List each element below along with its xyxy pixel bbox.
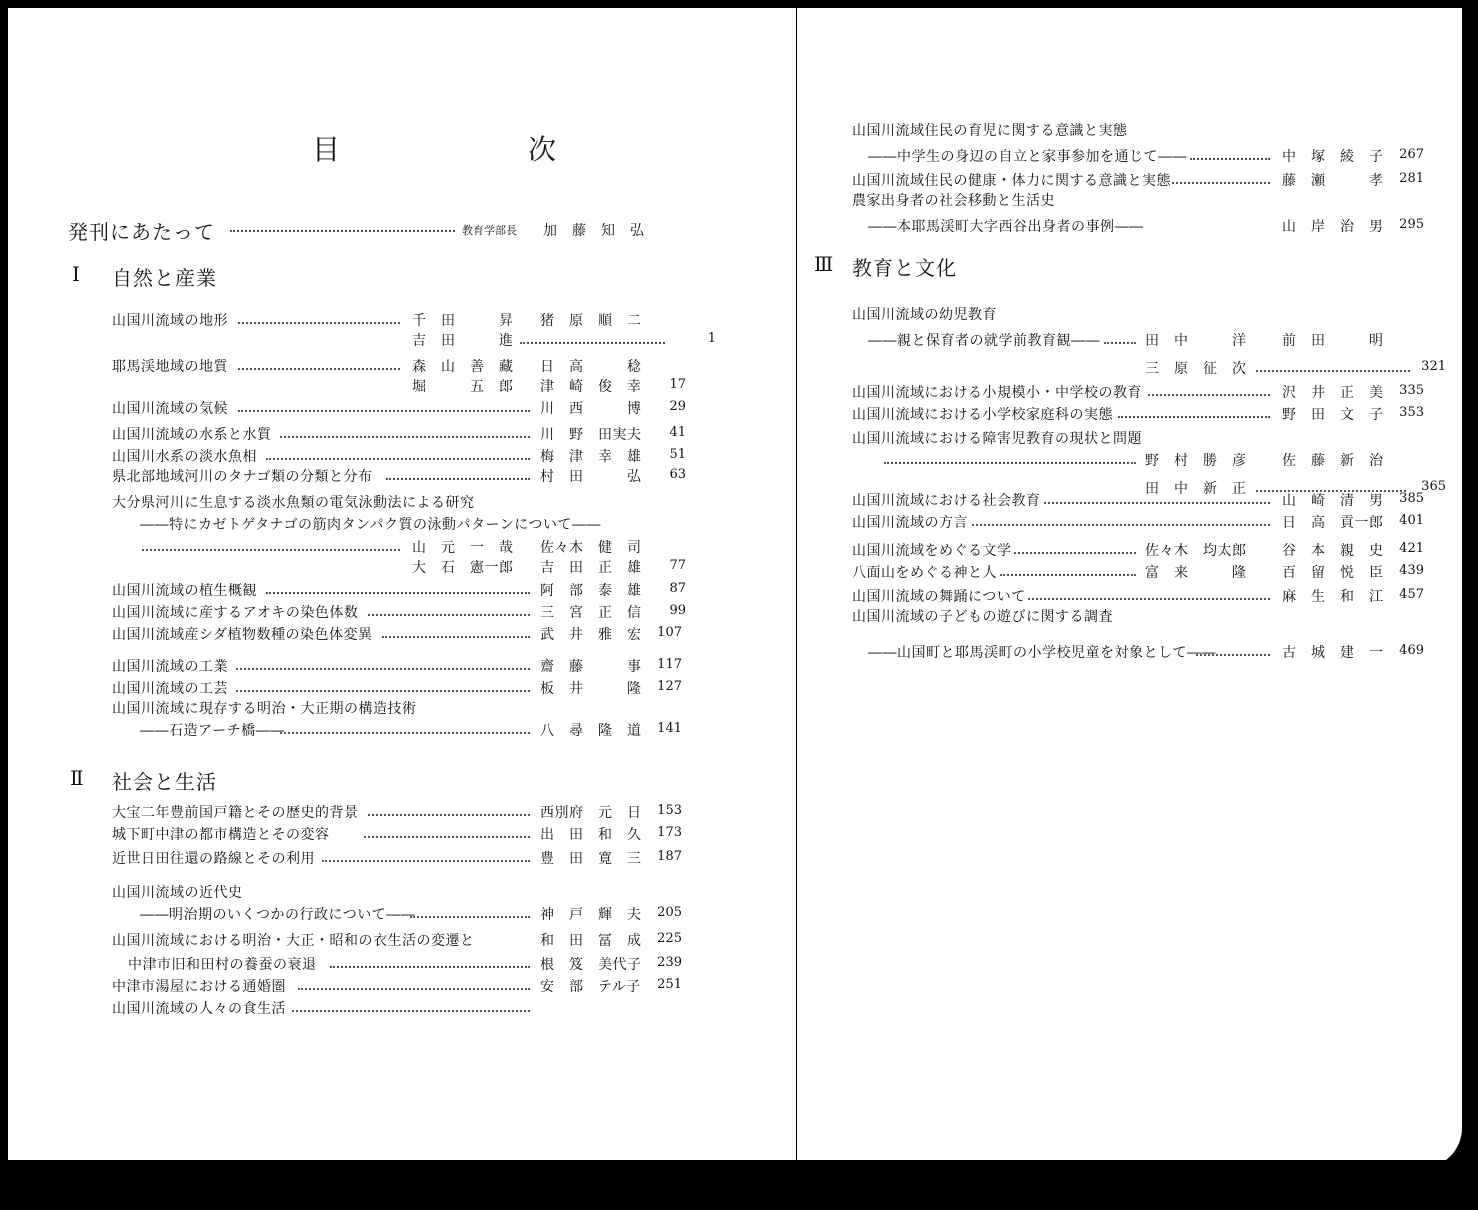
entry-author: 千 田 昇 <box>412 313 514 329</box>
entry-author: 吉 田 正 雄 <box>540 560 642 576</box>
entry-author: 山 元 一 哉 <box>412 540 514 556</box>
entry-author: 佐々木 健 司 <box>540 540 642 556</box>
leader-dots <box>1256 370 1410 372</box>
section-title: 社会と生活 <box>112 770 217 794</box>
entry-title: 山国川流域住民の育児に関する意識と実態 <box>852 123 1128 139</box>
leader-dots <box>1148 394 1270 396</box>
leader-dots <box>1196 654 1270 656</box>
leader-dots <box>280 732 530 734</box>
entry-author: 田 中 新 正 <box>1145 481 1247 497</box>
entry-title: ――特にカゼトゲタナゴの筋肉タンパク質の泳動パターンについて―― <box>140 517 601 533</box>
page-number: 99 <box>669 603 686 618</box>
entry-author: 齋 藤 事 <box>540 659 642 675</box>
entry-author: 野 村 勝 彦 <box>1145 453 1247 469</box>
page-number: 267 <box>1399 147 1424 162</box>
page-number: 41 <box>669 425 686 440</box>
leader-dots <box>1044 502 1270 504</box>
leader-dots <box>1014 552 1136 554</box>
entry-title: 山国川流域における社会教育 <box>852 493 1041 509</box>
entry-author: 武 井 雅 宏 <box>540 627 642 643</box>
leader-dots <box>230 230 455 232</box>
leader-dots <box>238 368 400 370</box>
entry-title: 山国川流域の子どもの遊びに関する調査 <box>852 609 1113 625</box>
entry-title: 耶馬渓地域の地質 <box>112 359 228 375</box>
entry-title: 近世日田往還の路線とその利用 <box>112 851 315 867</box>
entry-title: 山国川水系の淡水魚相 <box>112 449 257 465</box>
entry-title: 農家出身者の社会移動と生活史 <box>852 193 1055 209</box>
leader-dots <box>280 436 530 438</box>
page-number: 127 <box>657 679 682 694</box>
leader-dots <box>1118 416 1270 418</box>
leader-dots <box>386 478 530 480</box>
entry-title: 山国川流域の近代史 <box>112 885 243 901</box>
page-number: 87 <box>669 581 686 596</box>
page-number: 107 <box>657 625 682 640</box>
entry-title: 山国川流域における小学校家庭科の実態 <box>852 407 1113 423</box>
page-number: 281 <box>1399 171 1424 186</box>
entry-title: 山国川流域の水系と水質 <box>112 427 272 443</box>
section-numeral: Ⅱ <box>70 766 84 790</box>
entry-author: 豊 田 寛 三 <box>540 851 642 867</box>
page-number: 335 <box>1399 383 1424 398</box>
entry-author: 阿 部 泰 雄 <box>540 583 642 599</box>
leader-dots <box>236 668 530 670</box>
entry-author: 神 戸 輝 夫 <box>540 907 642 923</box>
leader-dots <box>142 549 400 551</box>
entry-author: 川 西 博 <box>540 401 642 417</box>
section-title: 自然と産業 <box>112 266 217 290</box>
entry-author: 中 塚 綾 子 <box>1282 149 1384 165</box>
entry-title: 山国川流域における明治・大正・昭和の衣生活の変遷と <box>112 933 475 949</box>
page-number: 225 <box>657 931 682 946</box>
entry-author: 山 崎 清 男 <box>1282 493 1384 509</box>
entry-author: 佐々木 均太郎 <box>1145 543 1247 559</box>
entry-author: 山 岸 治 男 <box>1282 219 1384 235</box>
leader-dots <box>266 458 530 460</box>
leader-dots <box>368 814 530 816</box>
page-number: 353 <box>1399 405 1424 420</box>
entry-title: 大宝二年豊前国戸籍とその歴史的背景 <box>112 805 359 821</box>
page-number: 385 <box>1399 491 1424 506</box>
page-number: 117 <box>657 657 682 672</box>
entry-author: 出 田 和 久 <box>540 827 642 843</box>
entry-author: 村 田 弘 <box>540 469 642 485</box>
page-number: 63 <box>669 467 686 482</box>
page-number: 141 <box>657 721 682 736</box>
leader-dots <box>238 410 530 412</box>
page-number: 469 <box>1399 643 1424 658</box>
page-number: 239 <box>657 955 682 970</box>
entry-title: 山国川流域の気候 <box>112 401 228 417</box>
leader-dots <box>520 342 665 344</box>
leader-dots <box>292 1010 530 1012</box>
page-number: 17 <box>669 377 686 392</box>
entry-title: 山国川流域に産するアオキの染色体数 <box>112 605 359 621</box>
entry-title: 山国川流域をめぐる文学 <box>852 543 1012 559</box>
entry-title: 山国川流域の人々の食生活 <box>112 1001 286 1017</box>
entry-title: 中津市湯屋における通婚圏 <box>112 979 286 995</box>
leader-dots <box>1172 182 1270 184</box>
entry-title: 山国川流域の地形 <box>112 313 228 329</box>
page-number: 29 <box>669 399 686 414</box>
entry-author: 板 井 隆 <box>540 681 642 697</box>
page-number: 401 <box>1399 513 1424 528</box>
leader-dots <box>322 860 530 862</box>
page-number: 251 <box>657 977 682 992</box>
entry-author: 沢 井 正 美 <box>1282 385 1384 401</box>
entry-author: 森 山 善 藏 <box>412 359 514 375</box>
leader-dots <box>884 462 1136 464</box>
entry-author: 富 来 隆 <box>1145 565 1247 581</box>
entry-author: 川 野 田実夫 <box>540 427 642 443</box>
leader-dots <box>1104 342 1136 344</box>
section-numeral: Ⅰ <box>72 262 80 286</box>
entry-author: 八 尋 隆 道 <box>540 723 642 739</box>
entry-title: 山国川流域の舞踊について <box>852 589 1026 605</box>
entry-author: 大 石 憲一郎 <box>412 560 514 576</box>
entry-title: 山国川流域の幼児教育 <box>852 307 997 323</box>
entry-author: 三 宮 正 信 <box>540 605 642 621</box>
page-title: 目 次 <box>312 133 637 166</box>
entry-author: 三 原 征 次 <box>1145 361 1247 377</box>
section-title: 教育と文化 <box>852 256 957 280</box>
leader-dots <box>382 636 530 638</box>
leader-dots <box>266 592 530 594</box>
entry-title: 八面山をめぐる神と人 <box>852 565 997 581</box>
entry-author: 谷 本 親 史 <box>1282 543 1384 559</box>
entry-title: 山国川流域に現存する明治・大正期の構造技術 <box>112 701 417 717</box>
page-number: 457 <box>1399 587 1424 602</box>
entry-title: 中津市旧和田村の養蚕の衰退 <box>128 957 317 973</box>
entry-title: ――明治期のいくつかの行政について―― <box>140 907 416 923</box>
entry-author: 猪 原 順 二 <box>540 313 642 329</box>
leader-dots <box>1028 598 1270 600</box>
entry-title: 山国川流域住民の健康・体力に関する意識と実態 <box>852 173 1171 189</box>
entry-title: ――親と保育者の就学前教育観―― <box>868 333 1100 349</box>
page-number: 173 <box>657 825 682 840</box>
page-number: 153 <box>657 803 682 818</box>
entry-title: ――石造アーチ橋―― <box>140 723 285 739</box>
leader-dots <box>1190 158 1270 160</box>
entry-author: 安 部 テル子 <box>540 979 641 995</box>
entry-author: 津 崎 俊 幸 <box>540 379 642 395</box>
entry-author: 堀 五 郎 <box>412 379 514 395</box>
entry-author: 田 中 洋 <box>1145 333 1247 349</box>
entry-author: 和 田 冨 成 <box>540 933 642 949</box>
entry-title: 山国川流域の方言 <box>852 515 968 531</box>
page-edge-shadow <box>8 1160 1478 1210</box>
entry-title: 山国川流域における障害児教育の現状と問題 <box>852 431 1142 447</box>
page-number: 51 <box>669 447 686 462</box>
entry-author: 日 高 稔 <box>540 359 642 375</box>
leader-dots <box>238 322 400 324</box>
entry-author: 野 田 文 子 <box>1282 407 1384 423</box>
page-number: 421 <box>1399 541 1424 556</box>
preface-role: 教育学部長 <box>462 224 517 237</box>
preface-author: 加 藤 知 弘 <box>543 223 645 239</box>
leader-dots <box>298 988 530 990</box>
leader-dots <box>1000 574 1136 576</box>
leader-dots <box>330 966 530 968</box>
leader-dots <box>368 614 530 616</box>
page-number: 205 <box>657 905 682 920</box>
entry-title: 城下町中津の都市構造とその変容 <box>112 827 330 843</box>
entry-title: 県北部地域河川のタナゴ類の分類と分布 <box>112 469 373 485</box>
section-numeral: Ⅲ <box>814 252 834 276</box>
entry-title: 山国川流域の工業 <box>112 659 228 675</box>
entry-title: 山国川流域産シダ植物数種の染色体変異 <box>112 627 373 643</box>
page-number: 439 <box>1399 563 1424 578</box>
entry-title: 大分県河川に生息する淡水魚類の電気泳動法による研究 <box>112 495 475 511</box>
page-number: 187 <box>657 849 682 864</box>
entry-author: 吉 田 進 <box>412 333 514 349</box>
leader-dots <box>410 916 530 918</box>
entry-title: 山国川流域における小規模小・中学校の教育 <box>852 385 1142 401</box>
entry-title: ――中学生の身辺の自立と家事参加を通じて―― <box>868 149 1187 165</box>
entry-author: 佐 藤 新 治 <box>1282 453 1384 469</box>
page-number: 1 <box>707 331 716 346</box>
entry-title: 山国川流域の工芸 <box>112 681 228 697</box>
entry-author: 藤 瀬 孝 <box>1282 173 1384 189</box>
entry-author: 日 高 貢一郎 <box>1282 515 1384 531</box>
entry-title: ――本耶馬渓町大字西谷出身者の事例―― <box>868 219 1144 235</box>
entry-author: 西別府 元 日 <box>540 805 642 821</box>
entry-author: 前 田 明 <box>1282 333 1384 349</box>
entry-title: 山国川流域の植生概観 <box>112 583 257 599</box>
entry-author: 麻 生 和 江 <box>1282 589 1384 605</box>
page-number: 365 <box>1421 479 1446 494</box>
page-number: 295 <box>1399 217 1424 232</box>
entry-author: 百 留 悦 臣 <box>1282 565 1384 581</box>
preface-label: 発刊にあたって <box>68 220 215 244</box>
leader-dots <box>236 690 530 692</box>
leader-dots <box>364 836 530 838</box>
entry-title: ――山国町と耶馬渓町の小学校児童を対象として―― <box>868 645 1216 661</box>
page-number: 77 <box>669 558 686 573</box>
entry-author: 根 笈 美代子 <box>540 957 642 973</box>
entry-author: 古 城 建 一 <box>1282 645 1384 661</box>
page-number: 321 <box>1421 359 1446 374</box>
entry-author: 梅 津 幸 雄 <box>540 449 642 465</box>
leader-dots <box>972 524 1270 526</box>
